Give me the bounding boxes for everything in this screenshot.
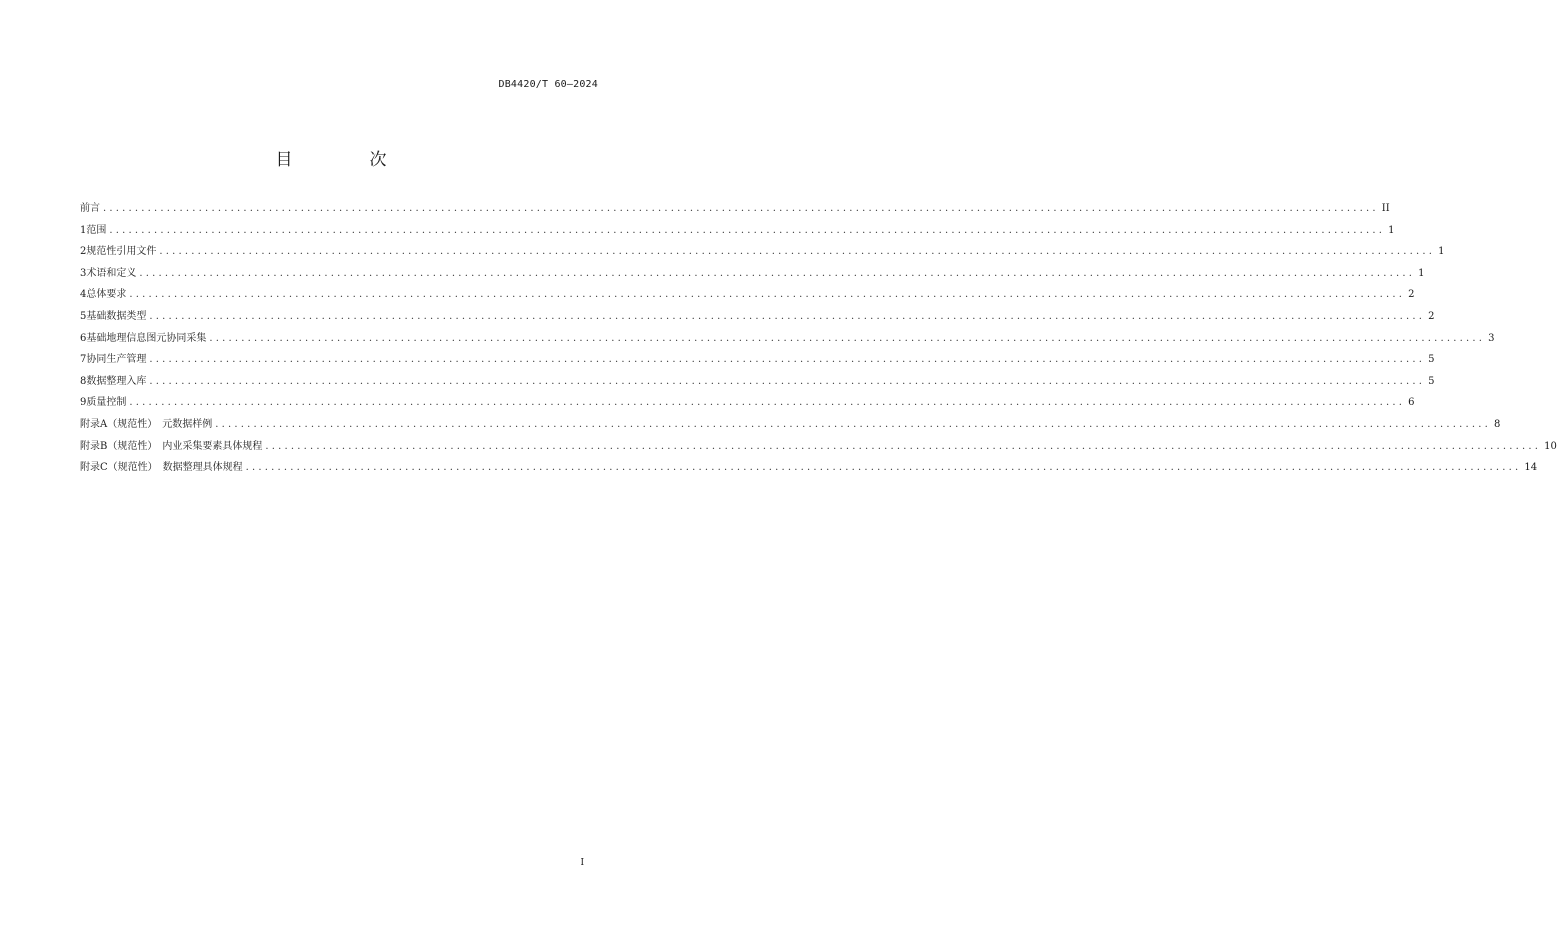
toc-entry-page: 1 xyxy=(1438,246,1445,258)
toc-entry-page: 2 xyxy=(1408,289,1415,301)
toc-entry-label: 总体要求 xyxy=(86,289,127,301)
toc-leader-dots: ........................................................................................................................................................................................................ xyxy=(209,332,1486,344)
toc-entry-page: II xyxy=(1381,203,1390,214)
toc-entry-label: 协同生产管理 xyxy=(86,354,147,366)
toc-entry-label: 术语和定义 xyxy=(86,267,137,279)
toc-leader-dots: ........................................................................................................................................................................................................ xyxy=(139,267,1416,279)
toc-leader-dots: ........................................................................................................................................................................................................ xyxy=(149,354,1426,366)
toc-entry[interactable] xyxy=(80,414,1501,436)
toc-entry[interactable] xyxy=(80,349,1435,371)
toc-entry-page: 5 xyxy=(1428,354,1435,366)
toc-entry-page: 2 xyxy=(1428,310,1435,322)
toc-entry[interactable] xyxy=(80,457,1538,479)
toc-entry[interactable] xyxy=(80,220,1395,242)
toc-entry-page: 6 xyxy=(1408,397,1415,409)
toc-entry-page: 5 xyxy=(1428,375,1435,387)
toc-entry-number: 7 xyxy=(80,354,87,366)
toc-entry-number: 1 xyxy=(80,224,87,236)
toc-entry[interactable] xyxy=(80,371,1435,393)
document-code: DB4420/T 60—2024 xyxy=(498,79,598,90)
toc-title: 目 次 xyxy=(275,150,417,170)
toc-leader-dots: ........................................................................................................................................................................................................ xyxy=(245,462,1522,474)
toc-entry-page: 3 xyxy=(1488,332,1495,344)
toc-entry-number: 3 xyxy=(80,267,87,279)
toc-entry[interactable] xyxy=(80,436,1557,458)
toc-entry-page: 1 xyxy=(1418,267,1425,279)
page-number: I xyxy=(580,858,584,868)
toc-entry-label: 附录B（规范性） 内业采集要素具体规程 xyxy=(80,440,263,452)
toc-entry-label: 附录A（规范性） 元数据样例 xyxy=(80,418,213,430)
toc-leader-dots: ........................................................................................................................................................................................................ xyxy=(149,310,1426,322)
toc-leader-dots: ........................................................................................................................................................................................................ xyxy=(129,397,1406,409)
toc-entry-label: 规范性引用文件 xyxy=(86,246,157,258)
toc-entry-label: 基础数据类型 xyxy=(86,310,147,322)
toc-entry-number: 8 xyxy=(80,375,87,387)
toc-entry-label: 前言 xyxy=(80,203,100,214)
toc-leader-dots: ........................................................................................................................................................................................................ xyxy=(103,203,1379,214)
toc-entry[interactable] xyxy=(80,392,1415,414)
toc-entry-label: 数据整理入库 xyxy=(86,375,147,387)
toc-leader-dots: ........................................................................................................................................................................................................ xyxy=(109,224,1386,236)
toc-entry[interactable] xyxy=(80,263,1425,285)
toc-entry-label: 质量控制 xyxy=(86,397,127,409)
toc-leader-dots: ........................................................................................................................................................................................................ xyxy=(129,289,1406,301)
toc-entry[interactable] xyxy=(80,198,1390,220)
toc-entry-number: 6 xyxy=(80,332,87,344)
toc-entry-page: 8 xyxy=(1493,418,1501,430)
toc-entry-label: 附录C（规范性） 数据整理具体规程 xyxy=(80,462,243,474)
toc-entry-page: 10 xyxy=(1544,440,1557,452)
toc-entry[interactable] xyxy=(80,306,1435,328)
toc-entry-page: 14 xyxy=(1524,462,1538,474)
toc-leader-dots: ........................................................................................................................................................................................................ xyxy=(265,440,1542,452)
toc-entry-label: 范围 xyxy=(86,224,107,236)
toc-entry-number: 2 xyxy=(80,246,87,258)
toc-entry-page: 1 xyxy=(1388,224,1395,236)
toc-leader-dots: ........................................................................................................................................................................................................ xyxy=(159,246,1436,258)
table-of-contents xyxy=(80,198,1557,479)
toc-leader-dots: ........................................................................................................................................................................................................ xyxy=(149,375,1426,387)
toc-entry[interactable] xyxy=(80,328,1495,350)
toc-entry-number: 4 xyxy=(80,289,87,301)
toc-entry[interactable] xyxy=(80,284,1415,306)
toc-entry-number: 9 xyxy=(80,397,87,409)
toc-entry[interactable] xyxy=(80,241,1445,263)
toc-entry-number: 5 xyxy=(80,310,87,322)
toc-leader-dots: ........................................................................................................................................................................................................ xyxy=(215,418,1491,430)
toc-entry-label: 基础地理信息图元协同采集 xyxy=(86,332,207,344)
